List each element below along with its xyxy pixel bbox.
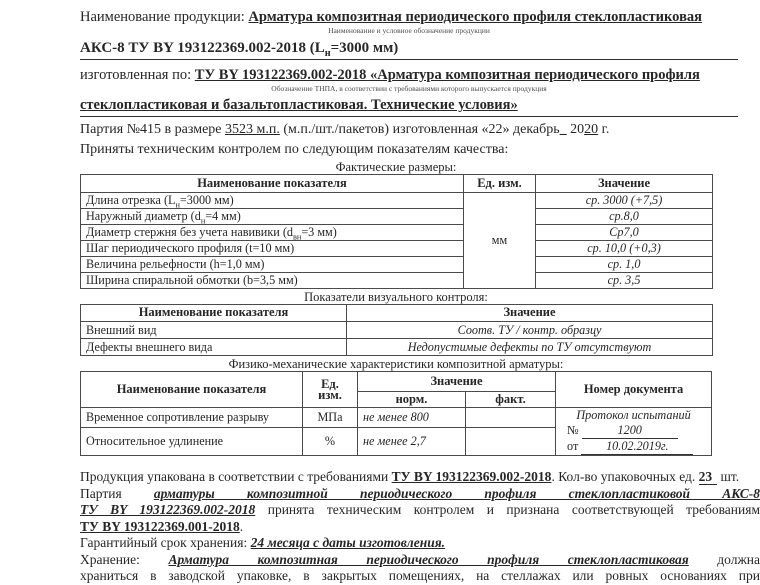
product-name-value: Арматура композитная периодического профиля стеклопластиковая xyxy=(248,9,702,25)
size-row-label xyxy=(81,273,464,289)
batch-accept-tu: ТУ BY 193122369.002-2018 xyxy=(80,502,256,517)
size-row-label xyxy=(81,193,464,209)
doc-date-label: от xyxy=(567,439,579,453)
size-row-label xyxy=(81,257,464,273)
visual-col-name: Наименование показателя xyxy=(81,305,347,322)
designation-subscript: н xyxy=(324,48,331,59)
mech-col-value: Значение xyxy=(358,372,556,392)
mech-row-unit: МПа xyxy=(303,408,358,428)
table-row xyxy=(81,225,713,241)
label-subscript: н xyxy=(175,200,180,210)
mech-row-fact-empty xyxy=(466,427,556,455)
batch-line xyxy=(80,121,738,139)
tnpa-caption: Обозначение ТНПА, в соответствии с требованиями которого выпускается продукция xyxy=(271,84,547,93)
table-row xyxy=(81,257,713,273)
made-by-value: ТУ BY 193122369.002-2018 «Арматура композитная периодического профиля xyxy=(194,67,700,83)
mech-row-label: Временное сопротивление разрыву xyxy=(81,408,303,428)
packed-mid: . Кол-во упаковочных ед. xyxy=(551,469,696,484)
mech-header-row-1 xyxy=(81,372,712,392)
batch-mid: (м.п./шт./пакетов) изготовленная «22» декабрь xyxy=(283,122,560,137)
batch-accept-product: арматуры композитной периодического профиля стеклопластиковой АКС-8 xyxy=(153,485,760,501)
size-row-value: ср.8,0 xyxy=(536,209,713,225)
size-row-label xyxy=(81,225,464,241)
mech-col-unit xyxy=(303,372,358,408)
batch-accept-dot: . xyxy=(239,518,244,534)
accepted-line: Приняты техническим контролем по следующим показателям качества: xyxy=(80,142,509,157)
size-row-label xyxy=(81,209,464,225)
size-row-value: Ср7,0 xyxy=(536,225,713,241)
sizes-col-name: Наименование показателя xyxy=(81,175,464,193)
label-text: =3000 мм) xyxy=(179,193,234,208)
product-name-label: Наименование продукции: xyxy=(80,9,245,25)
storage-rest: должна xyxy=(717,551,760,567)
visual-row-value: Соотв. ТУ / контр. образцу xyxy=(347,322,713,339)
size-row-value: ср. 10,0 (+0,3) xyxy=(536,241,713,257)
warranty-value: 24 месяца с даты изготовления. xyxy=(250,535,446,550)
made-by-label: изготовленная по: xyxy=(80,67,192,83)
batch-accept-rest: принята техническим контролем и признана соответствующей требованиям xyxy=(267,502,760,517)
table-row xyxy=(81,193,713,209)
batch-post: г. xyxy=(598,122,610,137)
size-row-value: ср. 3,5 xyxy=(536,273,713,289)
mech-col-name: Наименование показателя xyxy=(81,372,303,408)
size-row-label xyxy=(81,241,464,257)
table-row xyxy=(81,408,712,428)
mech-row-norm: не менее 800 xyxy=(358,408,466,428)
size-row-value: ср. 1,0 xyxy=(536,257,713,273)
label-text: Диаметр стержня без учета навивики (d xyxy=(86,225,293,240)
mech-col-fact: факт. xyxy=(466,392,556,408)
storage-product: Арматура композитная периодического профиля стеклопластиковая xyxy=(168,551,689,567)
batch-blank: _ xyxy=(559,122,567,137)
mech-row-label: Относительное удлинение xyxy=(81,427,303,455)
batch-accept-tu-2: ТУ BY 193122369.001-2018 xyxy=(80,518,240,534)
label-text: Величина рельефности (h=1,0 мм) xyxy=(86,257,265,272)
table-row xyxy=(81,209,713,225)
batch-pre: Партия №415 в размере xyxy=(80,122,222,137)
storage-label: Хранение: xyxy=(80,551,140,567)
packed-unit: шт. xyxy=(720,469,740,484)
visual-col-value: Значение xyxy=(347,305,713,322)
visual-header-row xyxy=(81,305,713,322)
doc-title: Протокол испытаний xyxy=(576,408,691,422)
visual-table-title: Показатели визуального контроля: xyxy=(304,290,488,304)
visual-row-label: Внешний вид xyxy=(81,322,347,339)
doc-number-value: 1200 xyxy=(582,423,678,439)
label-text: Ширина спиральной обмотки (b=3,5 мм) xyxy=(86,273,298,288)
product-name-caption: Наименование и условное обозначение продукции xyxy=(328,26,490,35)
warranty-label: Гарантийный срок хранения: xyxy=(80,535,248,550)
label-text: Наружный диаметр (d xyxy=(86,209,201,224)
batch-accept-line-2 xyxy=(80,502,760,519)
table-row xyxy=(81,273,713,289)
packed-quantity: 23 xyxy=(699,469,718,485)
designation-line xyxy=(80,39,738,60)
batch-accept-label: Партия xyxy=(80,485,122,501)
visual-row-label: Дефекты внешнего вида xyxy=(81,339,347,356)
table-row xyxy=(81,339,713,356)
mech-row-fact-empty xyxy=(466,408,556,428)
batch-accept-line-3 xyxy=(80,519,760,536)
packed-paragraph xyxy=(80,469,760,486)
label-subscript: вн xyxy=(292,232,302,242)
sizes-table xyxy=(80,174,713,289)
mech-table xyxy=(80,371,712,456)
table-row xyxy=(81,322,713,339)
visual-row-value: Недопустимые дефекты по ТУ отсутствуют xyxy=(347,339,713,356)
label-text: Длина отрезка (L xyxy=(86,193,176,208)
mech-col-unit-line1: Ед. xyxy=(321,376,339,391)
made-by-line-2 xyxy=(80,96,738,117)
doc-date-line xyxy=(561,439,706,455)
label-text: =4 мм) xyxy=(205,209,241,224)
mech-col-doc: Номер документа xyxy=(556,372,712,408)
sizes-unit-cell: мм xyxy=(464,193,536,289)
doc-number-label: № xyxy=(567,423,579,437)
sizes-col-unit: Ед. изм. xyxy=(464,175,536,193)
doc-date-value: 10.02.2019г. xyxy=(581,439,693,455)
label-subscript: н xyxy=(200,216,206,226)
batch-quantity: 3523 м.п. xyxy=(225,122,280,137)
mech-col-norm: норм. xyxy=(358,392,466,408)
sizes-header-row xyxy=(81,175,713,193)
table-row xyxy=(81,241,713,257)
batch-century: 20 xyxy=(566,122,585,137)
mech-doc-cell xyxy=(556,408,712,456)
packed-tu-number: ТУ BY 193122369.002-2018 xyxy=(391,469,552,484)
mech-row-norm: не менее 2,7 xyxy=(358,427,466,455)
batch-accept-line-1 xyxy=(80,486,760,503)
batch-year: 20 xyxy=(584,122,599,137)
doc-number-line xyxy=(561,423,706,439)
made-by-value-2: стеклопластиковая и базальтопластиковая. Технические условия» xyxy=(80,97,518,113)
label-text: Шаг периодического профиля (t=10 мм) xyxy=(86,241,295,256)
product-name-line xyxy=(80,8,738,26)
storage-line-1 xyxy=(80,552,760,569)
footer-block xyxy=(80,469,760,585)
mech-row-unit: % xyxy=(303,427,358,455)
visual-table xyxy=(80,304,713,356)
storage-line-2: храниться в заводской упаковке, в закрытых помещениях, на стеллажах или ровных основаниях при xyxy=(80,568,760,583)
mech-table-title: Физико-механические характеристики композитной арматуры: xyxy=(228,357,564,371)
warranty-line xyxy=(80,535,760,552)
made-by-line xyxy=(80,66,738,84)
mech-col-unit-line2: изм. xyxy=(318,387,342,402)
size-row-value: ср. 3000 (+7,5) xyxy=(536,193,713,209)
designation-post: =3000 мм) xyxy=(330,40,399,56)
designation-pre: АКС-8 ТУ BY 193122369.002-2018 (L xyxy=(80,40,325,56)
sizes-table-title: Фактические размеры: xyxy=(335,160,457,174)
packed-pre: Продукция упакована в соответствии с требованиями xyxy=(80,469,389,484)
label-text: =3 мм) xyxy=(301,225,337,240)
sizes-col-value: Значение xyxy=(536,175,713,193)
